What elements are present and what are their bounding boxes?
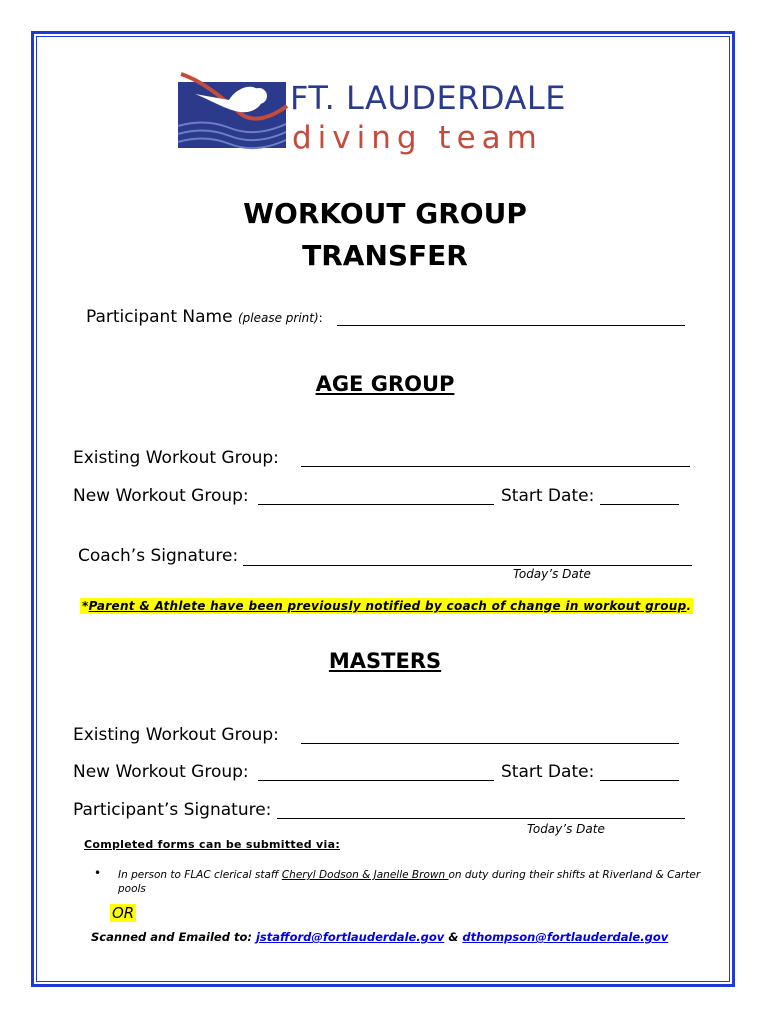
masters-todays-date-label: Today’s Date [527,822,605,836]
masters-existing-group-label: Existing Workout Group: [73,725,279,745]
parent-notice-prefix: * [82,599,89,613]
email-link-jstafford[interactable]: jstafford@fortlauderdale.gov [255,930,445,944]
coach-signature-field[interactable] [243,565,692,566]
title-line-2: TRANSFER [302,239,468,272]
email-link-dthompson[interactable]: dthompson@fortlauderdale.gov [462,930,669,944]
coach-signature-label: Coach’s Signature: [78,546,239,566]
participant-name-text: Participant Name [86,307,233,327]
email-amp: & [444,930,463,944]
masters-new-group-label: New Workout Group: [73,762,249,782]
parent-notice-text: Parent & Athlete have been previously notified by coach of change in workout group [88,599,687,613]
participant-name-field[interactable] [337,325,685,326]
participant-name-hint: (please print) [237,311,319,325]
participant-signature-field[interactable] [277,818,685,819]
age-start-date-field[interactable] [600,504,679,505]
logo-subtitle: diving team [292,120,543,156]
masters-heading: MASTERS [328,649,442,673]
participant-signature-label: Participant’s Signature: [73,800,272,820]
age-group-heading: AGE GROUP [315,372,455,396]
in-person-names: Cheryl Dodson & Janelle Brown [281,869,449,881]
parent-notice-suffix: . [686,599,692,613]
in-person-instruction [118,868,708,896]
age-existing-group-field[interactable] [301,466,690,467]
bullet-icon: • [94,866,102,880]
masters-start-date-label: Start Date: [501,762,595,782]
scanned-email-line [91,930,668,944]
logo-title: FT. LAUDERDALE [290,79,566,117]
scanned-label: Scanned and Emailed to: [91,930,256,944]
participant-name-label [86,307,323,327]
title-line-1: WORKOUT GROUP [243,197,527,230]
or-label: OR [112,904,135,922]
age-start-date-label: Start Date: [501,486,595,506]
in-person-post: on duty during their shifts at Riverland & Carter pools [118,869,701,895]
age-new-group-label: New Workout Group: [73,486,249,506]
masters-start-date-field[interactable] [600,780,679,781]
in-person-pre: In person to FLAC clerical staff [118,869,282,881]
participant-name-colon: : [318,311,323,325]
masters-existing-group-field[interactable] [301,743,679,744]
age-todays-date-label: Today’s Date [513,567,591,581]
submission-heading: Completed forms can be submitted via: [84,838,341,851]
masters-new-group-field[interactable] [258,780,494,781]
parent-notice [80,598,693,614]
age-new-group-field[interactable] [258,504,494,505]
age-existing-group-label: Existing Workout Group: [73,448,279,468]
